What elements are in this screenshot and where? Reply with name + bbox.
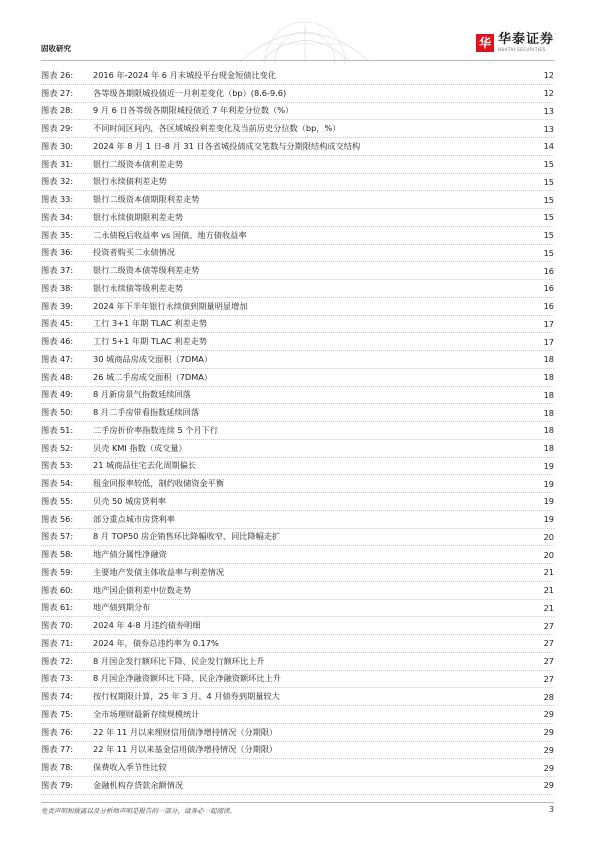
disclaimer-note: 免责声明和披露以及分析师声明是报告的一部分，请务必一起阅读。 [41, 807, 236, 815]
figure-title: 2016 年-2024 年 6 月末城投平台现金短债比变化 [93, 69, 277, 80]
figure-title: 工行 5+1 年期 TLAC 利差走势 [93, 336, 208, 347]
brand-logo [476, 33, 554, 52]
toc-entry[interactable] [41, 617, 554, 635]
figure-title: 二手房折价率指数连续 5 个月下行 [93, 424, 219, 435]
toc-entry[interactable] [41, 209, 554, 227]
figure-number: 图表 36: [41, 247, 74, 258]
toc-entry[interactable] [41, 369, 554, 387]
figure-page: 27 [543, 638, 554, 649]
figure-title: 银行二级资本债等级利差走势 [93, 265, 200, 276]
header-decoration-graphic [220, 14, 390, 64]
toc-entry[interactable] [41, 67, 554, 85]
figure-title: 二永债税后收益率 vs 国债、地方债收益率 [93, 229, 247, 240]
figure-title: 2024 年下半年银行永续债到期量明显增加 [93, 300, 248, 311]
figure-title: 贝壳 50 城房贷利率 [93, 495, 166, 506]
figure-page: 16 [543, 283, 554, 294]
toc-entry[interactable] [41, 724, 554, 742]
figure-title: 不同时间区间内，各区域城投利差变化及当前历史分位数（bp，%） [93, 123, 341, 134]
figure-title: 22 年 11 月以来理财信用债净增持情况（分期限） [93, 726, 278, 737]
figure-number: 图表 77: [41, 744, 74, 755]
toc-entry[interactable] [41, 191, 554, 209]
toc-entry[interactable] [41, 600, 554, 618]
figure-page: 15 [543, 212, 554, 223]
figure-page: 18 [543, 354, 554, 365]
toc-entry[interactable] [41, 262, 554, 280]
brand-english-name: HUATAI SECURITIES [497, 47, 546, 52]
figure-number: 图表 78: [41, 762, 74, 773]
toc-entry[interactable] [41, 546, 554, 564]
figure-number: 图表 34: [41, 211, 74, 222]
figure-page: 29 [543, 762, 554, 773]
figure-title: 部分重点城市房贷利率 [93, 513, 175, 524]
figure-number: 图表 70: [41, 620, 74, 631]
figure-page: 15 [543, 194, 554, 205]
figure-page: 21 [543, 585, 554, 596]
figure-page: 18 [543, 425, 554, 436]
figure-title: 全市场理财最新存续规模统计 [93, 708, 200, 719]
figure-title: 投资者购买二永债情况 [93, 247, 175, 258]
toc-entry[interactable] [41, 688, 554, 706]
toc-entry[interactable] [41, 316, 554, 334]
figure-number: 图表 47: [41, 353, 74, 364]
figure-page: 29 [543, 780, 554, 791]
figure-page: 19 [543, 514, 554, 525]
figure-number: 图表 57: [41, 531, 74, 542]
figure-number: 图表 50: [41, 407, 74, 418]
toc-entry[interactable] [41, 511, 554, 529]
toc-entry[interactable] [41, 564, 554, 582]
figure-page: 27 [543, 673, 554, 684]
figure-page: 15 [543, 176, 554, 187]
toc-entry[interactable] [41, 653, 554, 671]
toc-entry[interactable] [41, 245, 554, 263]
figure-title: 租金回报率较低，制约收储资金平衡 [93, 478, 225, 489]
figure-number: 图表 45: [41, 318, 74, 329]
figure-page: 15 [543, 230, 554, 241]
figure-number: 图表 46: [41, 336, 74, 347]
figure-page: 13 [543, 123, 554, 134]
toc-entry[interactable] [41, 174, 554, 192]
figure-title: 30 城商品房成交面积（7DMA） [93, 353, 213, 364]
toc-entry[interactable] [41, 103, 554, 121]
toc-entry[interactable] [41, 759, 554, 777]
report-category-tag: 固收研究 [41, 44, 71, 53]
figure-title: 地产债到期分布 [93, 602, 151, 613]
figure-number: 图表 72: [41, 655, 74, 666]
figure-number: 图表 55: [41, 495, 74, 506]
figure-page: 28 [543, 691, 554, 702]
figure-title: 工行 3+1 年期 TLAC 利差走势 [93, 318, 208, 329]
figure-number: 图表 59: [41, 566, 74, 577]
figure-number: 图表 53: [41, 460, 74, 471]
figure-number: 图表 32: [41, 176, 74, 187]
figure-page: 20 [543, 549, 554, 560]
figure-page: 13 [543, 105, 554, 116]
figure-number: 图表 48: [41, 371, 74, 382]
figure-number: 图表 52: [41, 442, 74, 453]
toc-entry[interactable] [41, 387, 554, 405]
toc-entry[interactable] [41, 475, 554, 493]
figure-number: 图表 33: [41, 194, 74, 205]
figure-page: 18 [543, 407, 554, 418]
figure-page: 18 [543, 389, 554, 400]
figure-title: 22 年 11 月以来基金信用债净增持情况（分期限） [93, 744, 278, 755]
figure-title: 2024 年 4-8 月违约债券明细 [93, 620, 201, 631]
figure-title: 保费收入季节性比较 [93, 762, 167, 773]
toc-entry[interactable] [41, 156, 554, 174]
figure-number: 图表 60: [41, 584, 74, 595]
toc-entry[interactable] [41, 493, 554, 511]
figure-number: 图表 58: [41, 549, 74, 560]
figure-page: 27 [543, 656, 554, 667]
huatai-logo-icon: 华 [476, 34, 494, 52]
figure-number: 图表 26: [41, 69, 74, 80]
figure-title: 贝壳 KMI 指数（成交量） [93, 442, 187, 453]
figure-number: 图表 38: [41, 282, 74, 293]
figure-page: 19 [543, 460, 554, 471]
figure-number: 图表 31: [41, 158, 74, 169]
figure-number: 图表 27: [41, 87, 74, 98]
figure-page: 16 [543, 301, 554, 312]
toc-entry[interactable] [41, 85, 554, 103]
toc-entry[interactable] [41, 706, 554, 724]
toc-entry[interactable] [41, 404, 554, 422]
toc-entry[interactable] [41, 280, 554, 298]
header-divider [41, 60, 554, 61]
figure-title: 主要地产发债主体收益率与利差情况 [93, 566, 225, 577]
figure-page: 19 [543, 478, 554, 489]
figure-number: 图表 74: [41, 691, 74, 702]
figure-page: 21 [543, 567, 554, 578]
page-number: 3 [548, 805, 554, 814]
figure-number: 图表 49: [41, 389, 74, 400]
figure-title: 26 城二手房成交面积（7DMA） [93, 371, 213, 382]
figure-number: 图表 73: [41, 673, 74, 684]
toc-entry[interactable] [41, 529, 554, 547]
figure-number: 图表 35: [41, 229, 74, 240]
figure-number: 图表 51: [41, 424, 74, 435]
figure-number: 图表 76: [41, 726, 74, 737]
figure-number: 图表 75: [41, 708, 74, 719]
figure-page: 29 [543, 709, 554, 720]
figure-page: 21 [543, 602, 554, 613]
figure-number: 图表 28: [41, 105, 74, 116]
figure-page: 27 [543, 620, 554, 631]
figure-title: 金融机构存贷款余额情况 [93, 779, 184, 790]
figure-title: 8 月国企净融资额环比下降、民企净融资额环比上升 [93, 673, 281, 684]
figure-number: 图表 37: [41, 265, 74, 276]
footer-divider [41, 802, 554, 803]
figure-number: 图表 29: [41, 123, 74, 134]
figure-number: 图表 54: [41, 478, 74, 489]
toc-entry[interactable] [41, 458, 554, 476]
toc-entry[interactable] [41, 635, 554, 653]
brand-name: 华泰证券 [497, 32, 554, 47]
figure-title: 按行权期限计算，25 年 3 月、4 月债券到期量较大 [93, 691, 280, 702]
figure-page: 19 [543, 496, 554, 507]
toc-entry[interactable] [41, 227, 554, 245]
figure-title: 8 月二手房带看指数延续回落 [93, 407, 200, 418]
figure-page: 14 [543, 141, 554, 152]
figure-number: 图表 61: [41, 602, 74, 613]
figure-page: 29 [543, 727, 554, 738]
figure-number: 图表 39: [41, 300, 74, 311]
toc-entry[interactable] [41, 582, 554, 600]
figure-title: 2024 年，债券总违约率为 0.17% [93, 637, 219, 648]
figure-page: 17 [543, 318, 554, 329]
figure-page: 18 [543, 372, 554, 383]
figure-page: 18 [543, 443, 554, 454]
figure-page: 12 [543, 88, 554, 99]
figure-number: 图表 79: [41, 779, 74, 790]
figure-number: 图表 71: [41, 637, 74, 648]
figure-index-list [41, 67, 554, 795]
figure-title: 8 月新房景气指数延续回落 [93, 389, 191, 400]
figure-page: 29 [543, 744, 554, 755]
figure-page: 12 [543, 70, 554, 81]
toc-entry[interactable] [41, 777, 554, 795]
toc-entry[interactable] [41, 351, 554, 369]
figure-title: 银行永续债等级利差走势 [93, 282, 184, 293]
figure-page: 20 [543, 531, 554, 542]
figure-number: 图表 56: [41, 513, 74, 524]
figure-title: 8 月国企发行额环比下降、民企发行额环比上升 [93, 655, 265, 666]
figure-page: 15 [543, 159, 554, 170]
toc-entry[interactable] [41, 671, 554, 689]
figure-title: 银行二级资本债期限利差走势 [93, 194, 200, 205]
figure-number: 图表 30: [41, 140, 74, 151]
toc-entry[interactable] [41, 422, 554, 440]
toc-entry[interactable] [41, 742, 554, 760]
figure-page: 16 [543, 265, 554, 276]
figure-title: 地产国企债利差中位数走势 [93, 584, 192, 595]
figure-title: 银行二级资本债利差走势 [93, 158, 184, 169]
figure-title: 2024 年 8 月 1 日-8 月 31 日各省城投债成交笔数与分期限结构成交结构 [93, 140, 361, 151]
toc-entry[interactable] [41, 298, 554, 316]
figure-title: 8 月 TOP50 房企销售环比降幅收窄、同比降幅走扩 [93, 531, 281, 542]
toc-entry[interactable] [41, 440, 554, 458]
toc-entry[interactable] [41, 138, 554, 156]
figure-title: 地产债分属性净融资 [93, 549, 167, 560]
figure-title: 各等级各期限城投债近一月利差变化（bp）(8.6-9.6) [93, 87, 287, 98]
figure-page: 15 [543, 247, 554, 258]
toc-entry[interactable] [41, 120, 554, 138]
figure-page: 17 [543, 336, 554, 347]
figure-title: 银行永续债期限利差走势 [93, 211, 184, 222]
toc-entry[interactable] [41, 333, 554, 351]
figure-title: 21 城商品住宅去化周期偏长 [93, 460, 197, 471]
figure-title: 银行永续债利差走势 [93, 176, 167, 187]
figure-title: 9 月 6 日各等级各期限城投债近 7 年利差分位数（%） [93, 105, 294, 116]
